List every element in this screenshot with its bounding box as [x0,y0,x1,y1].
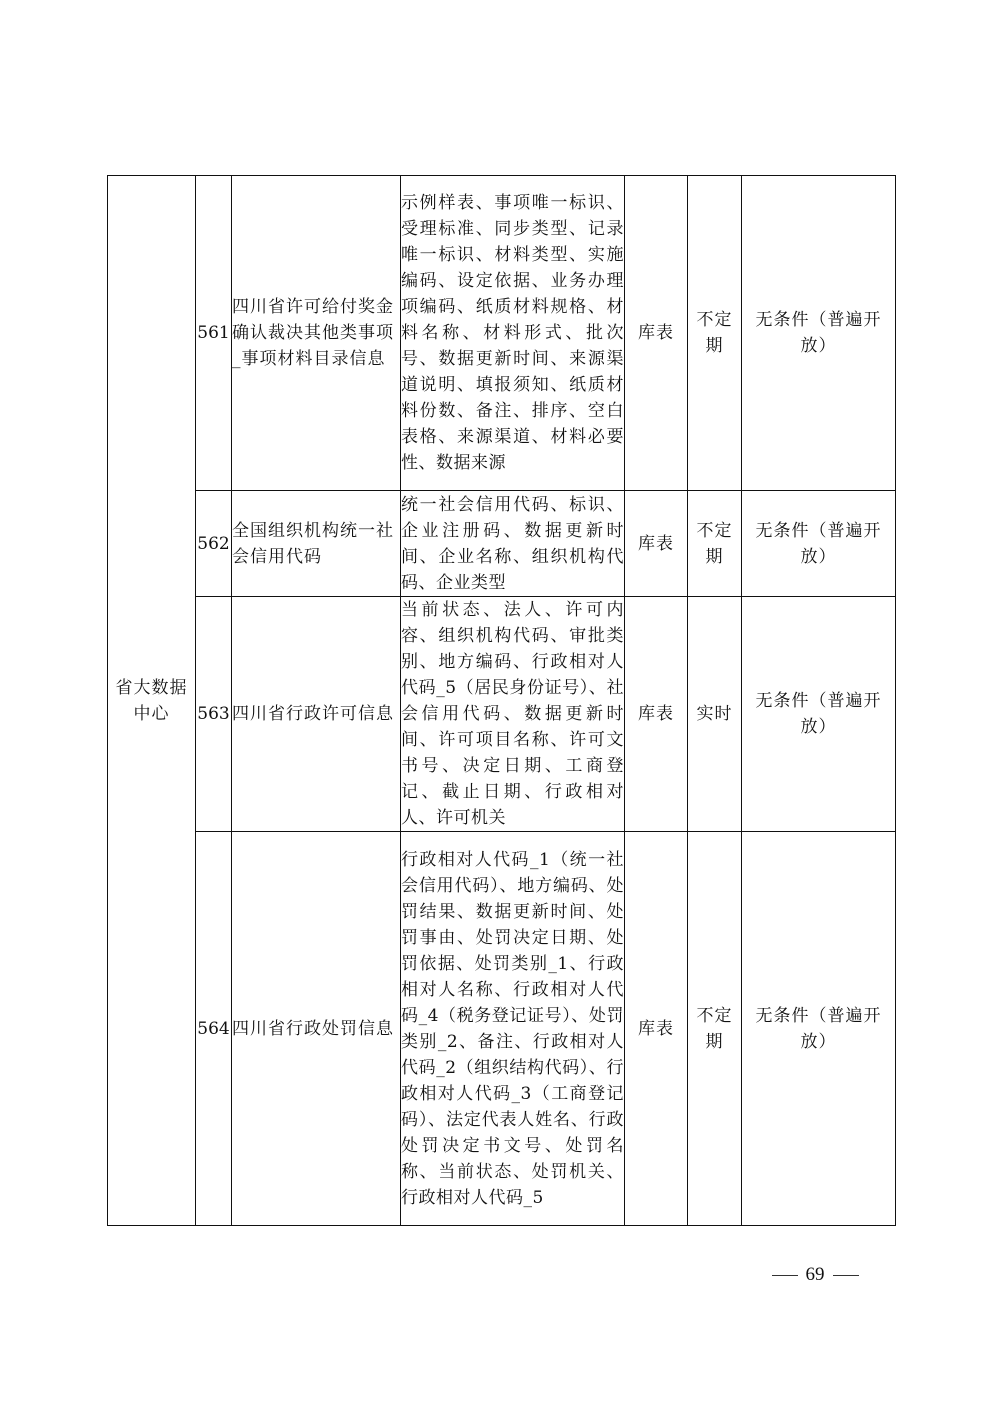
resource-fields: 统一社会信用代码、标识、企业注册码、数据更新时间、企业名称、组织机构代码、企业类型 [401,491,625,597]
page-number [760,1264,870,1286]
open-condition: 无条件（普遍开放） [742,491,896,597]
row-number: 561 [196,176,232,491]
resource-fields: 示例样表、事项唯一标识、受理标准、同步类型、记录唯一标识、材料类型、实施编码、设定依据、业务办理项编码、纸质材料规格、材料名称、材料形式、批次号、数据更新时间、来源渠道说明、填报须知、纸质材料份数、备注、排序、空白表格、来源渠道、材料必要性、数据来源 [401,176,625,491]
resource-type: 库表 [625,597,688,832]
table-row [108,176,896,491]
update-frequency: 不定期 [688,176,742,491]
row-number: 563 [196,597,232,832]
resource-name: 四川省行政处罚信息 [232,832,401,1226]
table-row [108,491,896,597]
resource-type: 库表 [625,491,688,597]
resource-name: 四川省行政许可信息 [232,597,401,832]
table-row [108,597,896,832]
table-row [108,832,896,1226]
row-number: 564 [196,832,232,1226]
row-number: 562 [196,491,232,597]
open-condition: 无条件（普遍开放） [742,176,896,491]
page-dash-left [772,1275,798,1276]
page-dash-right [833,1275,859,1276]
open-condition: 无条件（普遍开放） [742,597,896,832]
data-catalog-table [107,175,896,1226]
resource-fields: 当前状态、法人、许可内容、组织机构代码、审批类别、地方编码、行政相对人代码_5（居民身份证号）、社会信用代码、数据更新时间、许可项目名称、许可文书号、决定日期、工商登记、截止日期、行政相对人、许可机关 [401,597,625,832]
update-frequency: 不定期 [688,832,742,1226]
page-number-value: 69 [805,1264,825,1285]
resource-name: 四川省许可给付奖金确认裁决其他类事项_事项材料目录信息 [232,176,401,491]
update-frequency: 实时 [688,597,742,832]
resource-name: 全国组织机构统一社会信用代码 [232,491,401,597]
update-frequency: 不定期 [688,491,742,597]
resource-fields: 行政相对人代码_1（统一社会信用代码）、地方编码、处罚结果、数据更新时间、处罚事由、处罚决定日期、处罚依据、处罚类别_1、行政相对人名称、行政相对人代码_4（税务登记证号）、处罚类别_2、备注、行政相对人代码_2（组织结构代码）、行政相对人代码_3（工商登记码）、法定代表人姓名、行政处罚决定书文号、处罚名称、当前状态、处罚机关、行政相对人代码_5 [401,832,625,1226]
open-condition: 无条件（普遍开放） [742,832,896,1226]
department-cell [108,176,196,1226]
department-name: 省大数据中心 [115,677,188,724]
resource-type: 库表 [625,832,688,1226]
resource-type: 库表 [625,176,688,491]
